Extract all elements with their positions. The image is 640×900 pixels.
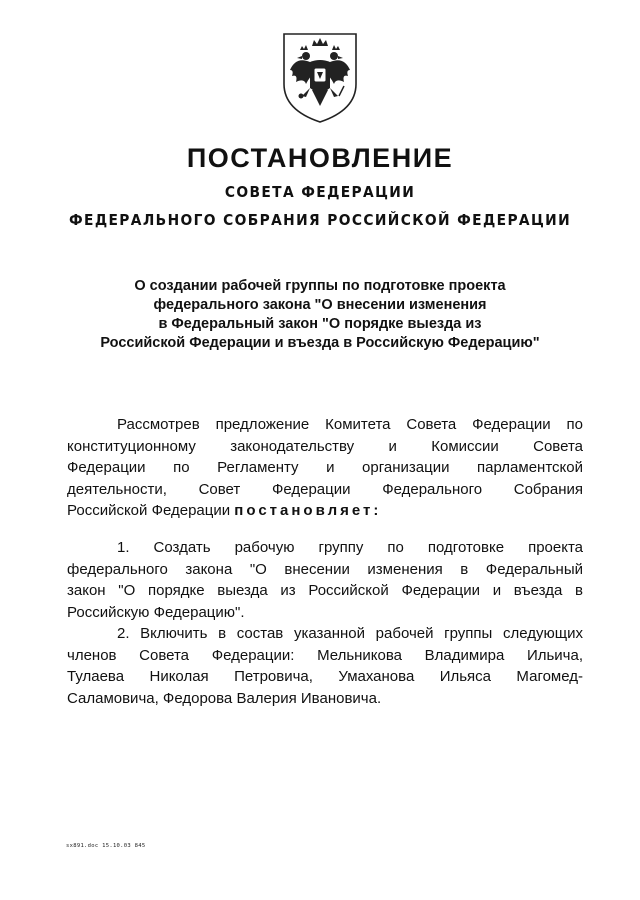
resolution-subject (0, 277, 640, 353)
item-line: Российскую Федерацию". (67, 603, 245, 621)
issuer-line-1: СОВЕТА ФЕДЕРАЦИИ (224, 183, 416, 201)
preamble-line: деятельности, Совет Федерации Федерального Собрания (67, 480, 583, 498)
preamble-line: Федерации по Регламенту и организации парламентской (67, 459, 583, 476)
preamble-line: Российской Федерации (67, 502, 231, 519)
item-1-paragraph (67, 537, 583, 623)
file-reference-footer: sx891.doc 15.10.03 845 (66, 843, 146, 849)
item-line: 2. Включить в состав указанной рабочей группы следующих (117, 625, 583, 642)
item-line: Тулаева Николая Петровича, Умаханова Ильяса Магомед- (67, 668, 583, 685)
item-line: Саламовича, Федорова Валерия Ивановича. (67, 689, 382, 707)
subject-line: О создании рабочей группы по подготовке проекта (134, 278, 506, 294)
item-2-paragraph (67, 623, 583, 709)
preamble-last-line (67, 500, 583, 522)
item-line: 1. Создать рабочую группу по подготовке проекта (117, 539, 583, 556)
subject-line: федерального закона "О внесении изменения (153, 297, 487, 313)
document-title: ПОСТАНОВЛЕНИЕ (186, 143, 454, 173)
preamble-line: Рассмотрев предложение Комитета Совета Федерации по (117, 416, 583, 433)
decree-word: постановляет: (234, 502, 382, 519)
item-line: членов Совета Федерации: Мельникова Владимира Ильича, (67, 646, 583, 664)
issuer-line-2: ФЕДЕРАЛЬНОГО СОБРАНИЯ РОССИЙСКОЙ ФЕДЕРАЦИИ (68, 211, 572, 229)
russian-coat-of-arms-icon (270, 26, 370, 126)
subject-line: в Федеральный закон "О порядке выезда из (158, 316, 482, 332)
item-line: федерального закона "О внесении изменения в Федеральный (67, 560, 583, 578)
preamble-paragraph (67, 414, 583, 522)
preamble-line: конституционному законодательству и Комиссии Совета (67, 437, 583, 455)
item-line: закон "О порядке выезда из Российской Федерации и въезда в (67, 582, 583, 599)
subject-line: Российской Федерации и въезда в Российскую Федерацию" (100, 335, 540, 351)
